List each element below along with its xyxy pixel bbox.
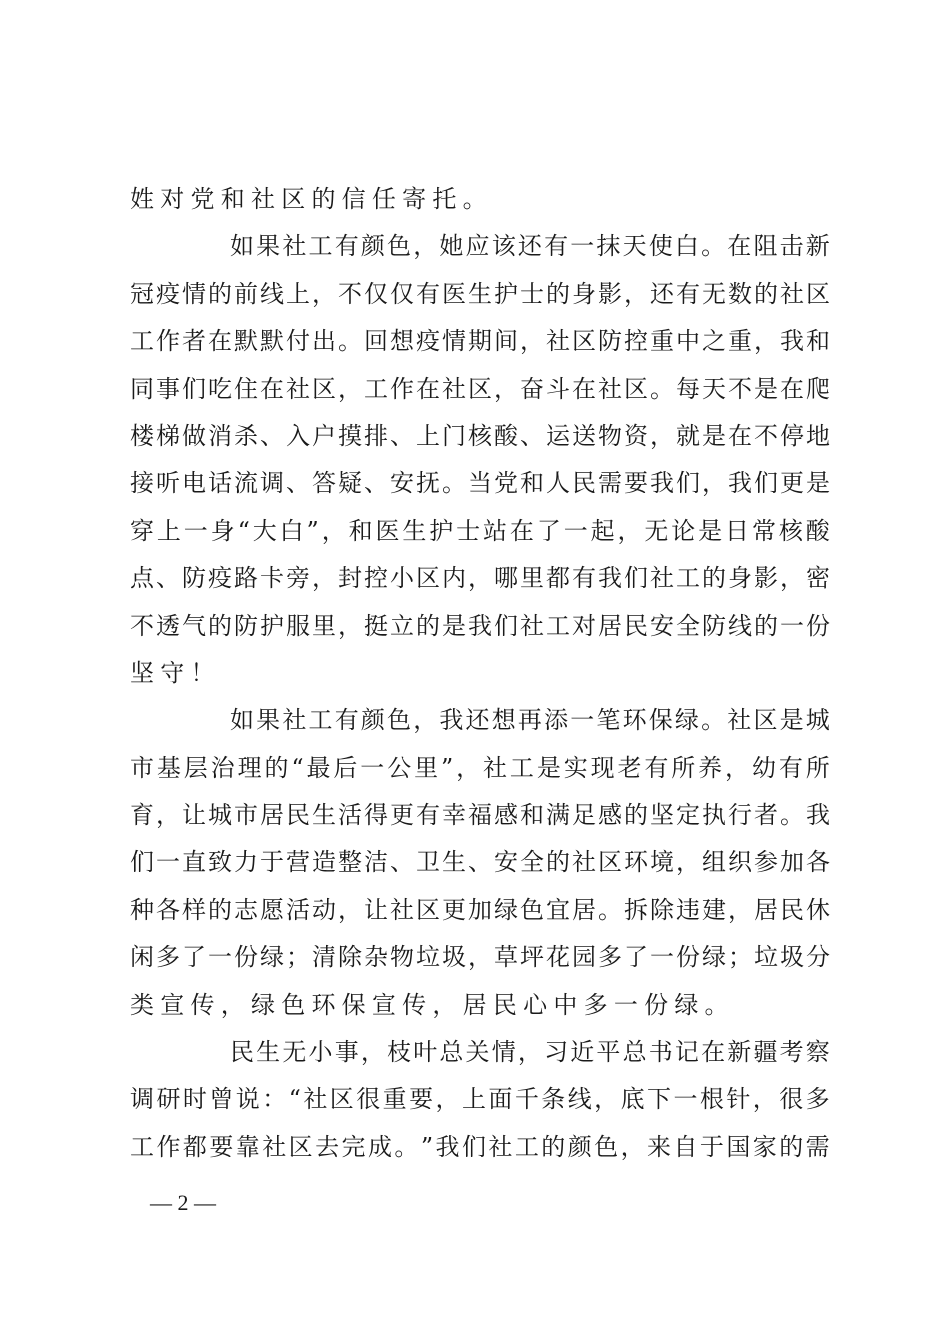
page-number: — 2 —: [150, 1190, 216, 1215]
text-line: 类宣传，绿色环保宣传，居民心中多一份绿。: [130, 990, 735, 1019]
text-line: 工 作 都 要 靠 社 区 去 完 成 。 ” 我 们 社 工 的 颜 色 ， 来 自 于 国 家 的 需: [130, 1132, 830, 1161]
text-line: 调 研 时 曾 说 ： “ 社 区 很 重 要 ， 上 面 千 条 线 ， 底 下 一 根 针 ， 很 多: [130, 1085, 830, 1114]
text-line: 不 透 气 的 防 护 服 里 ， 挺 立 的 是 我 们 社 工 对 居 民 安 全 防 线 的 一 份: [130, 611, 830, 640]
text-line: 点 、 防 疫 路 卡 旁 ， 封 控 小 区 内 ， 哪 里 都 有 我 们 社 工 的 身 影 ， 密: [130, 564, 830, 593]
text-line: 市 基 层 治 理 的 “ 最 后 一 公 里 ” ， 社 工 是 实 现 老 有 所 养 ， 幼 有 所: [130, 753, 830, 782]
text-line: 穿 上 一 身 “ 大 白 ” ， 和 医 生 护 士 站 在 了 一 起 ， 无 论 是 日 常 核 酸: [130, 516, 830, 545]
text-line: 接 听 电 话 流 调 、 答 疑 、 安 抚 。 当 党 和 人 民 需 要 我 们 ， 我 们 更 是: [130, 469, 830, 498]
text-line: 育 ， 让 城 市 居 民 生 活 得 更 有 幸 福 感 和 满 足 感 的 坚 定 执 行 者 。 我: [130, 801, 830, 830]
body-text: [130, 176, 830, 1171]
paragraph-first-line: 如 果 社 工 有 颜 色 ， 她 应 该 还 有 一 抹 天 使 白 。 在 阻 击 新: [230, 232, 830, 261]
paragraph-first-line: 民 生 无 小 事 ， 枝 叶 总 关 情 ， 习 近 平 总 书 记 在 新 疆 考 察: [230, 1038, 830, 1067]
text-line: 闲 多 了 一 份 绿 ； 清 除 杂 物 垃 圾 ， 草 坪 花 园 多 了 一 份 绿 ； 垃 圾 分: [130, 943, 830, 972]
text-line: 工 作 者 在 默 默 付 出 。 回 想 疫 情 期 间 ， 社 区 防 控 重 中 之 重 ， 我 和: [130, 327, 830, 356]
text-line: 坚守！: [130, 658, 221, 687]
text-line: 楼 梯 做 消 杀 、 入 户 摸 排 、 上 门 核 酸 、 运 送 物 资 ， 就 是 在 不 停 地: [130, 421, 830, 450]
text-line: 种 各 样 的 志 愿 活 动 ， 让 社 区 更 加 绿 色 宜 居 。 拆 除 违 建 ， 居 民 休: [130, 895, 830, 924]
text-line: 同 事 们 吃 住 在 社 区 ， 工 作 在 社 区 ， 奋 斗 在 社 区 。 每 天 不 是 在 爬: [130, 374, 830, 403]
paragraph-first-line: 如 果 社 工 有 颜 色 ， 我 还 想 再 添 一 笔 环 保 绿 。 社 区 是 城: [230, 706, 830, 735]
text-line: 姓对党和社区的信任寄托。: [130, 185, 493, 213]
text-line: 冠 疫 情 的 前 线 上 ， 不 仅 仅 有 医 生 护 士 的 身 影 ， 还 有 无 数 的 社 区: [130, 279, 830, 308]
text-line: 们 一 直 致 力 于 营 造 整 洁 、 卫 生 、 安 全 的 社 区 环 境 ， 组 织 参 加 各: [130, 848, 830, 877]
